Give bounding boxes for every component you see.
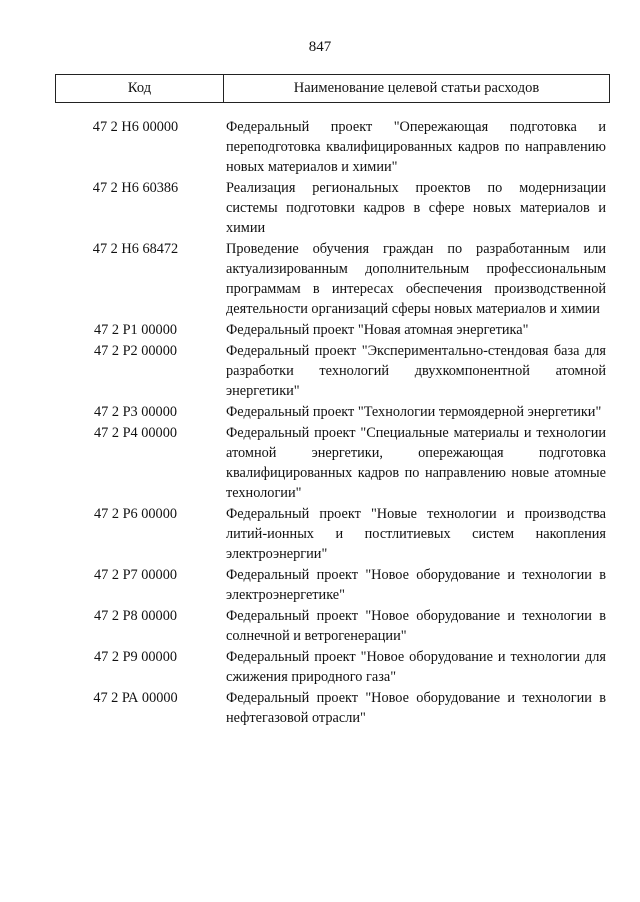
row-code: 47 2 Н6 00000: [92, 119, 179, 135]
row-name: Федеральный проект "Опережающая подготовка и переподготовка квалифицированных кадров по направлению новых материалов и химии": [226, 119, 606, 175]
row-code: 47 2 Н6 60386: [92, 180, 179, 196]
table-header: [55, 74, 610, 103]
row-name: Федеральный проект "Экспериментально-стендовая база для разработки технологий двухкомпонентной атомной энергетики": [226, 343, 606, 399]
row-name: Федеральный проект "Новое оборудование и технологии в электроэнергетике": [226, 567, 606, 603]
row-code: 47 2 Р1 00000: [93, 322, 177, 338]
row-code: 47 2 Р8 00000: [93, 608, 177, 624]
row-code: 47 2 Р9 00000: [93, 649, 177, 665]
row-code: 47 2 Р6 00000: [93, 506, 177, 522]
row-code: 47 2 Р2 00000: [93, 343, 177, 359]
table-row: [55, 565, 610, 605]
table-row: [55, 341, 610, 401]
row-name: Проведение обучения граждан по разработанным или актуализированным дополнительным профессиональным программам в интересах обеспечения производственной деятельности организаций сферы новых материалов и химии: [226, 241, 606, 317]
row-code: 47 2 РА 00000: [93, 690, 178, 706]
row-name: Реализация региональных проектов по модернизации системы подготовки кадров в сфере новых материалов и химии: [226, 180, 606, 236]
row-name: Федеральный проект "Новое оборудование и технологии в солнечной и ветрогенерации": [226, 608, 606, 644]
table-row: [55, 606, 610, 646]
row-name: Федеральный проект "Специальные материалы и технологии атомной энергетики, опережающая подготовка квалифицированных кадров по направлению новые атомные технологии": [226, 425, 606, 501]
table-row: [55, 320, 610, 340]
row-name: Федеральный проект "Новое оборудование и технологии в нефтегазовой отрасли": [226, 690, 606, 726]
row-code: 47 2 Р3 00000: [93, 404, 177, 420]
header-name: Наименование целевой статьи расходов: [293, 80, 540, 96]
table-row: [55, 688, 610, 728]
row-code: 47 2 Р7 00000: [93, 567, 177, 583]
table-row: [55, 117, 610, 177]
header-code: Код: [56, 75, 224, 102]
row-name: Федеральный проект "Новые технологии и производства литий-ионных и постлитиевых систем накопления электроэнергии": [226, 506, 606, 562]
table-row: [55, 178, 610, 238]
table-row: [55, 423, 610, 503]
row-code: 47 2 Н6 68472: [92, 241, 179, 257]
row-name: Федеральный проект "Новая атомная энергетика": [226, 322, 529, 338]
table-body: [55, 117, 610, 729]
table-row: [55, 647, 610, 687]
table-row: [55, 239, 610, 319]
table-row: [55, 402, 610, 422]
table-row: [55, 504, 610, 564]
row-name: Федеральный проект "Технологии термоядерной энергетики": [226, 404, 602, 420]
page-number: 847: [308, 39, 332, 55]
row-code: 47 2 Р4 00000: [93, 425, 177, 441]
row-name: Федеральный проект "Новое оборудование и технологии для сжижения природного газа": [226, 649, 606, 685]
